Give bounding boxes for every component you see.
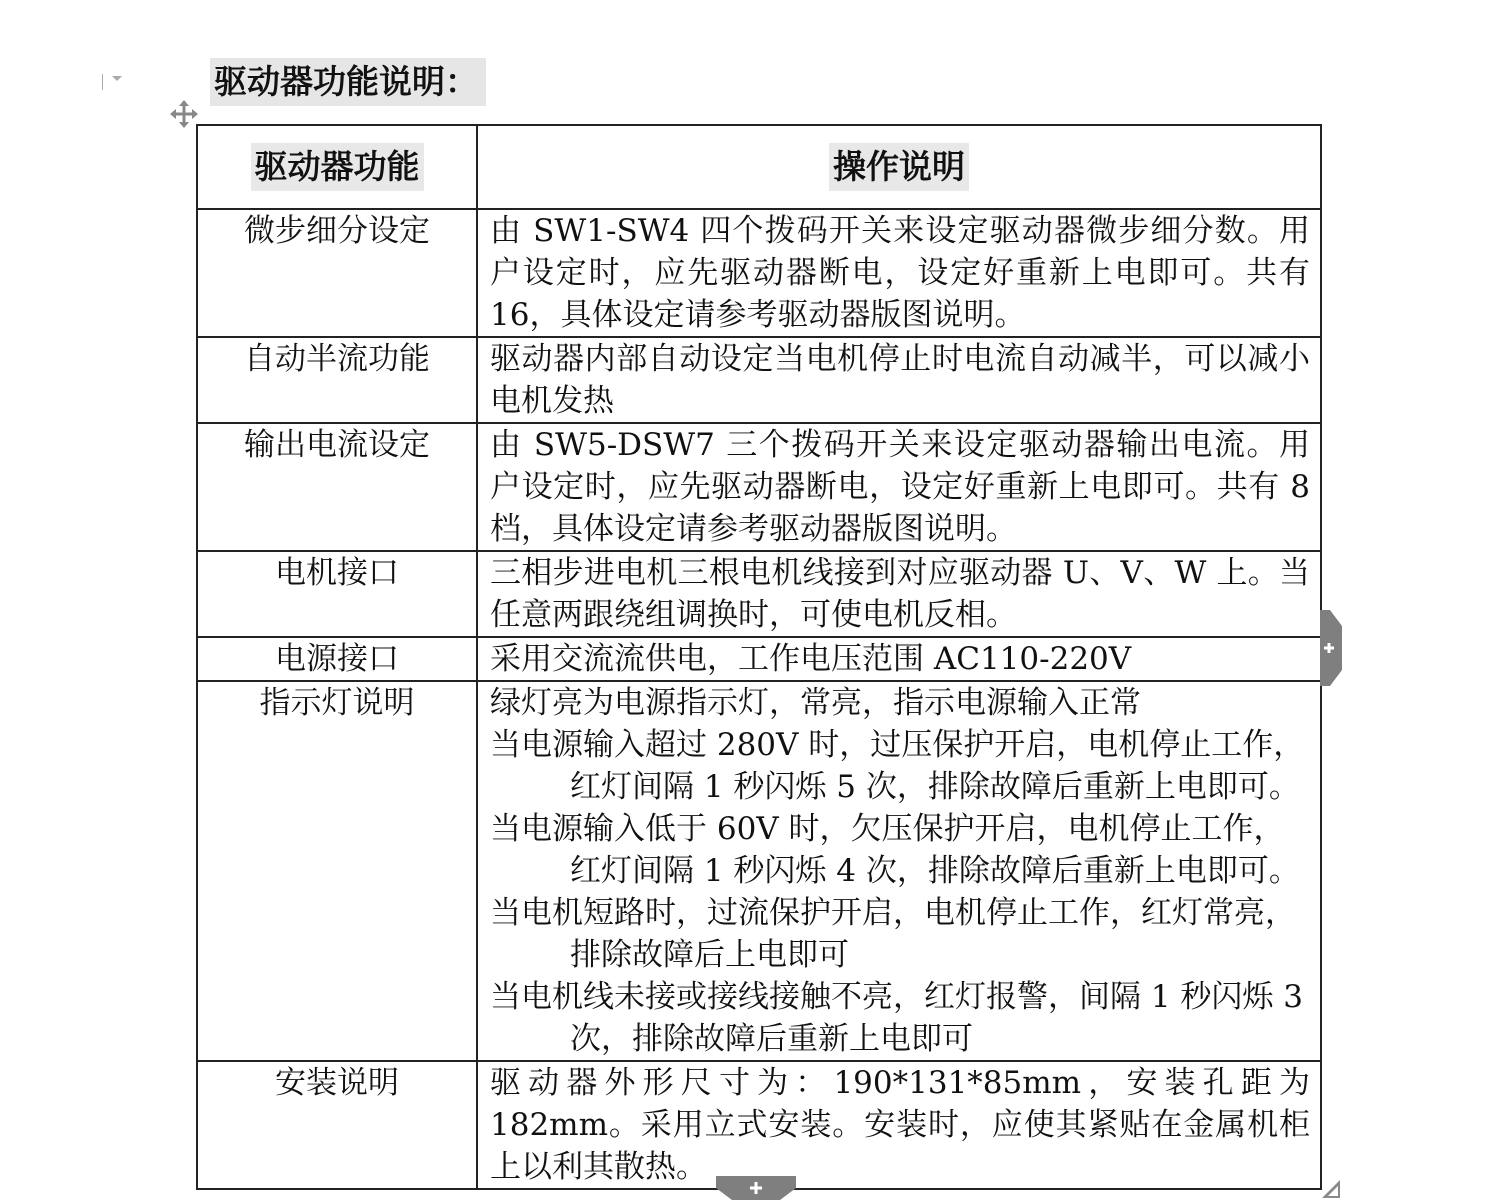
description-cell: [477, 209, 1321, 337]
description-line: 驱动器内部自动设定当电机停止时电流自动减半，可以减小电机发热: [490, 341, 1310, 419]
description-line: 由 SW5-DSW7 三个拨码开关来设定驱动器输出电流。用户设定时，应先驱动器断电，设定好重新上电即可。共有 8 档，具体设定请参考驱动器版图说明。: [490, 427, 1310, 547]
description-line: 当电机线未接或接线接触不亮，红灯报警，间隔 1 秒闪烁 3: [490, 979, 1304, 1015]
description-line: 采用交流流供电，工作电压范围 AC110-220V: [490, 641, 1132, 677]
function-table: [196, 124, 1322, 1190]
add-row-button[interactable]: [716, 1176, 796, 1200]
description-line: 绿灯亮为电源指示灯，常亮，指示电源输入正常: [490, 685, 1141, 721]
description-line: 驱动器外形尺寸为：190*131*85mm，安装孔距为 182mm。采用立式安装。安装时，应使其紧贴在金属机柜上以利其散热。: [490, 1065, 1310, 1185]
header-label: 驱动器功能: [251, 143, 424, 191]
page-title: 驱动器功能说明：: [210, 58, 486, 106]
table-row: [197, 681, 1321, 1061]
function-cell: 微步细分设定: [197, 209, 477, 337]
table-row: [197, 423, 1321, 551]
description-line: 红灯间隔 1 秒闪烁 4 次，排除故障后重新上电即可。: [570, 853, 1300, 889]
resize-corner-icon[interactable]: [1320, 1178, 1342, 1200]
description-line: 三相步进电机三根电机线接到对应驱动器 U、V、W 上。当任意两跟绕组调换时，可使电机反相。: [490, 555, 1310, 633]
add-column-button[interactable]: [1320, 610, 1342, 686]
table-row: [197, 1061, 1321, 1189]
function-cell: 安装说明: [197, 1061, 477, 1189]
description-line: 当电机短路时，过流保护开启，电机停止工作，红灯常亮，: [490, 895, 1296, 931]
table-row: [197, 337, 1321, 423]
table-row: [197, 209, 1321, 337]
description-cell: [477, 637, 1321, 681]
description-line: 当电源输入超过 280V 时，过压保护开启，电机停止工作，: [490, 727, 1305, 763]
description-cell: [477, 1061, 1321, 1189]
description-line: 当电源输入低于 60V 时，欠压保护开启，电机停止工作，: [490, 811, 1285, 847]
description-line: 红灯间隔 1 秒闪烁 5 次，排除故障后重新上电即可。: [570, 769, 1300, 805]
table-row: [197, 637, 1321, 681]
description-line: 排除故障后上电即可: [570, 937, 849, 973]
table-header-row: [197, 125, 1321, 209]
description-line: 由 SW1-SW4 四个拨码开关来设定驱动器微步细分数。用户设定时，应先驱动器断电，设定好重新上电即可。共有 16，具体设定请参考驱动器版图说明。: [490, 213, 1310, 333]
function-cell: 输出电流设定: [197, 423, 477, 551]
header-label: 操作说明: [829, 143, 969, 191]
description-line: 次，排除故障后重新上电即可: [570, 1021, 973, 1057]
function-cell: 电源接口: [197, 637, 477, 681]
table-row: [197, 551, 1321, 637]
description-cell: [477, 681, 1321, 1061]
header-cell-description: [477, 125, 1321, 209]
function-cell: 指示灯说明: [197, 681, 477, 1061]
paragraph-marker-icon: [100, 70, 130, 90]
function-cell: 自动半流功能: [197, 337, 477, 423]
description-cell: [477, 337, 1321, 423]
header-cell-function: [197, 125, 477, 209]
description-cell: [477, 423, 1321, 551]
description-cell: [477, 551, 1321, 637]
function-cell: 电机接口: [197, 551, 477, 637]
